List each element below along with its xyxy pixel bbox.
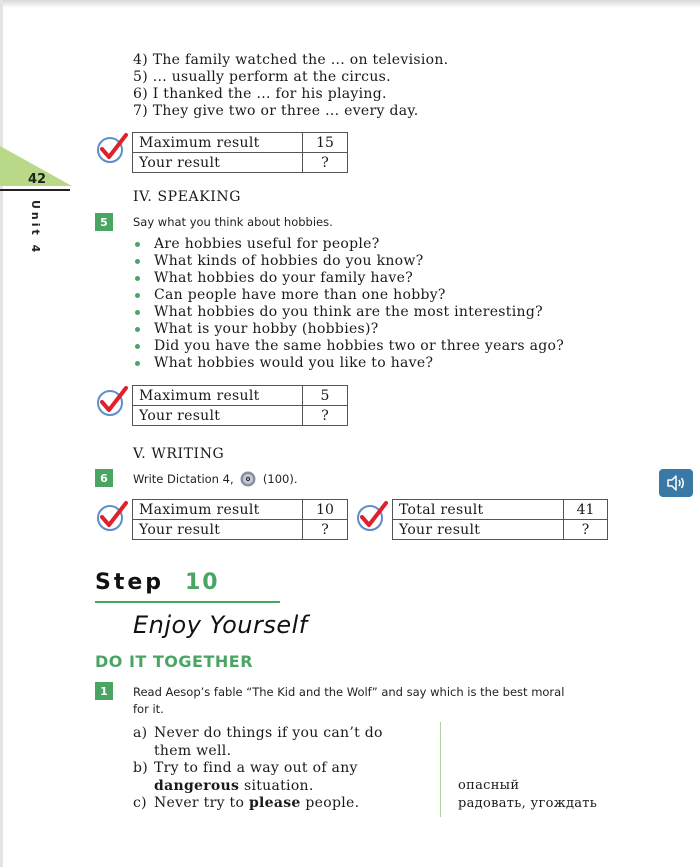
track-number: (100).	[262, 472, 298, 486]
moral-option-b[interactable]	[133, 760, 383, 795]
bullet-icon	[135, 293, 140, 298]
writing-heading: V. WRITING	[133, 446, 225, 462]
table-row	[133, 133, 348, 153]
bullet-icon	[135, 310, 140, 315]
table-row	[133, 153, 348, 173]
page-number-rule	[0, 189, 70, 191]
option-text-rest: situation.	[239, 777, 314, 794]
speaker-icon	[666, 475, 686, 491]
task-number-badge: 5	[95, 213, 113, 231]
morals-list	[133, 725, 383, 813]
option-mark: c)	[133, 795, 147, 811]
bullet-icon	[135, 361, 140, 366]
task-number-badge: 6	[95, 469, 113, 487]
option-mark: b)	[133, 760, 149, 776]
your-result-value: ?	[564, 520, 608, 540]
list-item	[133, 270, 564, 287]
glossary-entry: радовать, угождать	[458, 796, 598, 811]
writing-instruction-text: Write Dictation 4,	[133, 472, 234, 486]
your-result-label: Your result	[133, 520, 303, 540]
moral-option-a[interactable]	[133, 725, 383, 760]
list-item: 5) ... usually perform at the circus.	[133, 69, 391, 85]
glossary-entry: опасный	[458, 778, 520, 793]
your-result-label: Your result	[133, 153, 303, 173]
speaking-heading: IV. SPEAKING	[133, 189, 242, 205]
option-text: them well.	[154, 742, 232, 759]
total-result-table	[392, 499, 608, 540]
page-top-shadow	[0, 0, 700, 8]
question-text: Did you have the same hobbies two or three years ago?	[154, 338, 565, 354]
your-result-value: ?	[303, 520, 348, 540]
self-check-icon	[355, 499, 389, 533]
bullet-icon	[135, 276, 140, 281]
list-item	[133, 321, 564, 338]
unit-label: Unit 4	[29, 200, 42, 256]
list-item	[133, 287, 564, 304]
list-item	[133, 236, 564, 253]
list-item: 6) I thanked the ... for his playing.	[133, 86, 387, 102]
list-item	[133, 338, 564, 355]
speaking-instruction: Say what you think about hobbies.	[133, 215, 333, 229]
question-text: What is your hobby (hobbies)?	[154, 321, 379, 337]
section-heading: DO IT TOGETHER	[95, 652, 254, 671]
result-table-3	[132, 499, 348, 540]
task1-instruction-line: for it.	[133, 702, 164, 716]
step-title: Step	[95, 570, 165, 595]
bullet-icon	[135, 327, 140, 332]
total-result-value: 41	[564, 500, 608, 520]
step-underline	[95, 601, 280, 603]
self-check-icon	[95, 499, 129, 533]
your-result-label: Your result	[393, 520, 564, 540]
table-row	[133, 386, 348, 406]
max-result-value: 15	[303, 133, 348, 153]
table-row	[393, 520, 608, 540]
list-item: 4) The family watched the ... on television.	[133, 52, 449, 68]
question-text: What hobbies do your family have?	[154, 270, 414, 286]
audio-play-button[interactable]	[659, 469, 693, 497]
list-item	[133, 355, 564, 372]
option-text: Never do things if you can’t do	[154, 725, 383, 741]
speaking-questions-list	[133, 236, 564, 372]
your-result-value: ?	[303, 406, 348, 426]
table-row	[393, 500, 608, 520]
question-text: What hobbies would you like to have?	[154, 355, 434, 371]
your-result-value: ?	[303, 153, 348, 173]
glossary-divider	[440, 722, 441, 817]
page-number: 42	[28, 172, 47, 187]
option-text-start: Never try to	[154, 795, 249, 811]
result-table-1	[132, 132, 348, 173]
bullet-icon	[135, 344, 140, 349]
max-result-value: 5	[303, 386, 348, 406]
max-result-label: Maximum result	[133, 133, 303, 153]
list-item	[133, 304, 564, 321]
cd-audio-icon[interactable]	[240, 471, 256, 487]
total-result-label: Total result	[393, 500, 564, 520]
glossary-word: dangerous	[154, 777, 240, 794]
list-item	[133, 253, 564, 270]
task1-instruction	[133, 684, 613, 718]
list-item: 7) They give two or three ... every day.	[133, 103, 419, 119]
writing-instruction	[133, 471, 298, 487]
exercise-items-list	[133, 52, 448, 120]
option-text: Try to find a way out of any	[154, 760, 358, 776]
bullet-icon	[135, 259, 140, 264]
self-check-icon	[95, 384, 129, 418]
page-left-edge	[0, 0, 3, 867]
result-table-2	[132, 385, 348, 426]
lesson-title: Enjoy Yourself	[133, 611, 308, 639]
table-row	[133, 520, 348, 540]
moral-option-c[interactable]	[133, 795, 383, 813]
step-number: 10	[185, 570, 220, 595]
question-text: Are hobbies useful for people?	[154, 236, 380, 252]
your-result-label: Your result	[133, 406, 303, 426]
question-text: What kinds of hobbies do you know?	[154, 253, 424, 269]
table-row	[133, 500, 348, 520]
task1-instruction-line: Read Aesop’s fable “The Kid and the Wolf” and say which is the best moral	[133, 685, 565, 699]
self-check-icon	[95, 131, 129, 165]
table-row	[133, 406, 348, 426]
bullet-icon	[135, 242, 140, 247]
max-result-label: Maximum result	[133, 500, 303, 520]
option-text	[154, 778, 383, 796]
option-text-rest: people.	[300, 795, 360, 811]
glossary-word: please	[248, 795, 301, 811]
max-result-label: Maximum result	[133, 386, 303, 406]
option-text	[154, 795, 383, 813]
task-number-badge: 1	[95, 682, 113, 700]
question-text: Can people have more than one hobby?	[154, 287, 446, 303]
option-mark: a)	[133, 725, 148, 741]
max-result-value: 10	[303, 500, 348, 520]
question-text: What hobbies do you think are the most interesting?	[154, 304, 543, 320]
